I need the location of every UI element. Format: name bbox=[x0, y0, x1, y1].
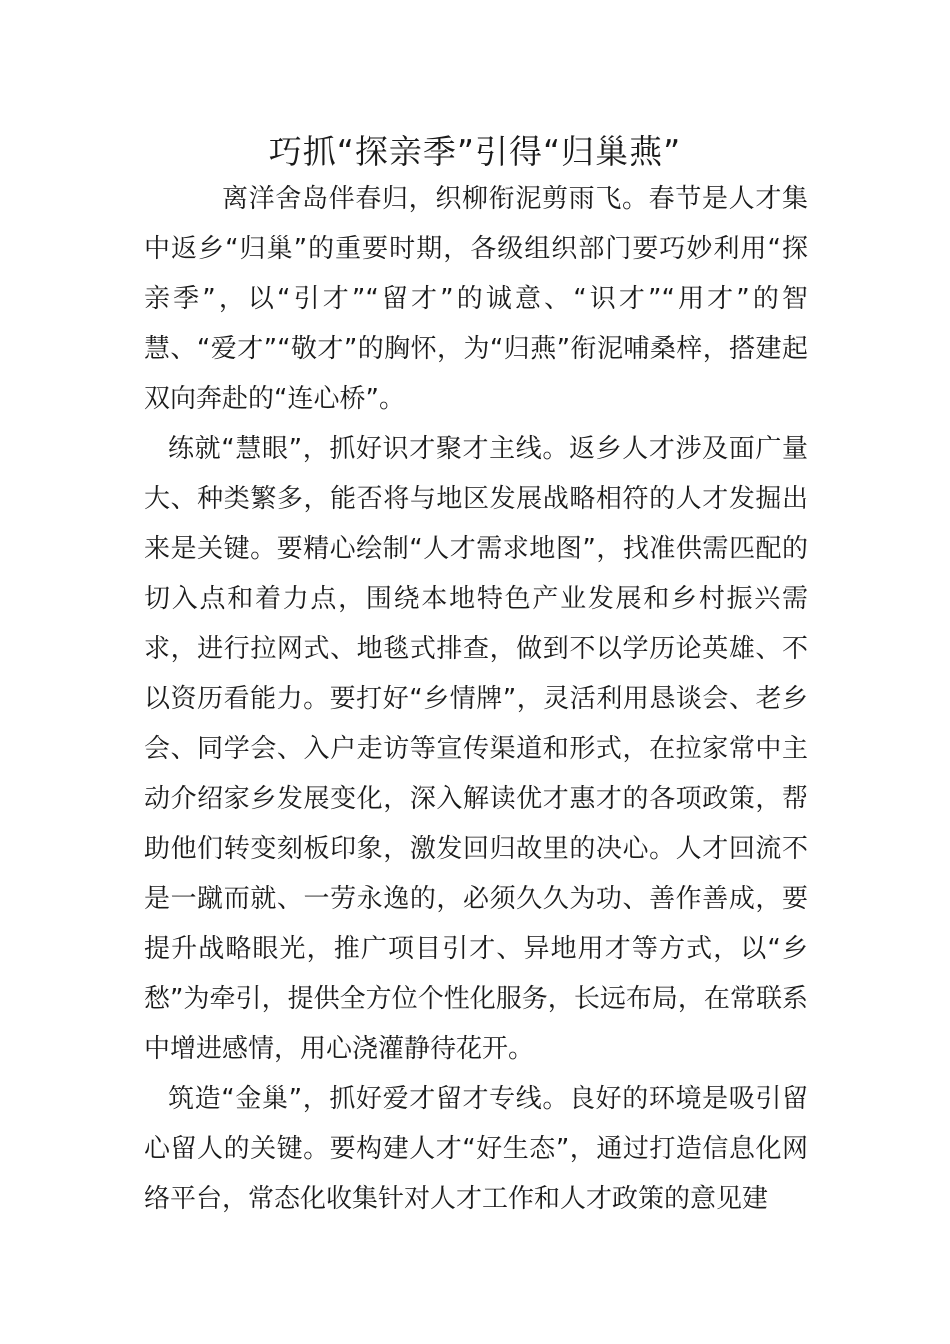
document-title: 巧抓“探亲季”引得“归巢燕” bbox=[268, 132, 682, 171]
paragraph-section-1: 练就“慧眼”，抓好识才聚才主线。返乡人才涉及面广量大、种类繁多，能否将与地区发展战略相符的人才发掘出来是关键。要精心绘制“人才需求地图”，找准供需匹配的切入点和着力点，围绕本地特色产业发展和乡村振兴需求，进行拉网式、地毯式排查，做到不以学历论英雄、不以资历看能力。要打好“乡情牌”，灵活利用恳谈会、老乡会、同学会、入户走访等宣传渠道和形式，在拉家常中主动介绍家乡发展变化，深入解读优才惠才的各项政策，帮助他们转变刻板印象，激发回归故里的决心。人才回流不是一蹴而就、一劳永逸的，必须久久为功、善作善成，要提升战略眼光，推广项目引才、异地用才等方式，以“乡愁”为牵引，提供全方位个性化服务，长远布局，在常联系中增进感情，用心浇灌静待花开。 bbox=[144, 434, 808, 1064]
paragraph-intro: 离洋舍岛伴春归，织柳衔泥剪雨飞。春节是人才集中返乡“归巢”的重要时期，各级组织部门要巧妙利用“探亲季”，以“引才”“留才”的诚意、“识才”“用才”的智慧、“爱才”“敬才”的胸怀，为“归燕”衔泥哺桑梓，搭建起双向奔赴的“连心桥”。 bbox=[144, 184, 808, 414]
paragraph-section-2: 筑造“金巢”，抓好爱才留才专线。良好的环境是吸引留心留人的关键。要构建人才“好生态”，通过打造信息化网络平台，常态化收集针对人才工作和人才政策的意见建 bbox=[144, 1084, 808, 1214]
document-body bbox=[144, 174, 808, 1224]
